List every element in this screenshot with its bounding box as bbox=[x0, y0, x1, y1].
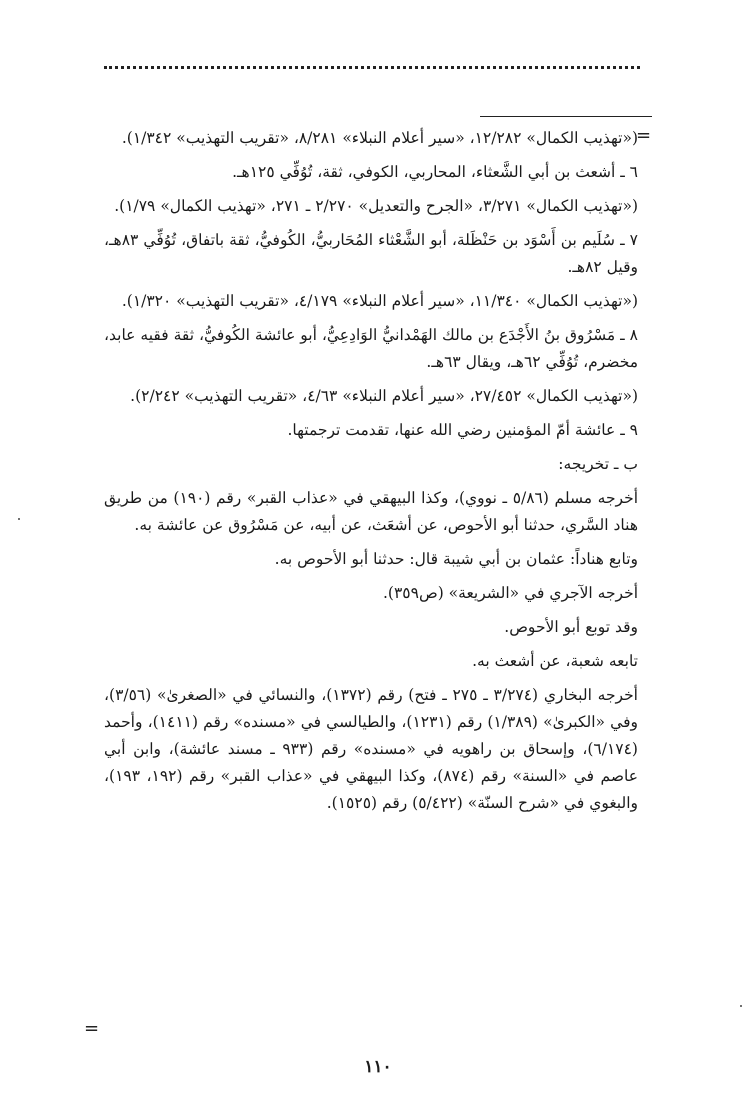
paragraph: («تهذيب الكمال» ١٢/٢٨٢، «سير أعلام النبلاء» ٨/٢٨١، «تقريب التهذيب» ١/٣٤٢). bbox=[121, 129, 638, 147]
paragraph: ٨ ـ مَسْرُوق بنُ الأَجْدَع بن مالك الهَمْدانيُّ الوَادِعِيُّ، أبو عائشة الكُوفيُّ، ثقة فقيه عابد، مخضرم، تُوُفِّي ٦٢هـ، ويقال ٦٣هـ. bbox=[104, 326, 638, 371]
paragraph: وتابع هناداً: عثمان بن أبي شيبة قال: حدثنا أبو الأحوص به. bbox=[274, 550, 638, 568]
paragraph: ٩ ـ عائشة أمّ المؤمنين رضي الله عنها، تقدمت ترجمتها. bbox=[287, 421, 638, 439]
continuation-mark-bottom: = bbox=[84, 1018, 100, 1039]
paragraph: («تهذيب الكمال» ٣/٢٧١، «الجرح والتعديل» ٢/٢٧٠ ـ ٢٧١، «تهذيب الكمال» ١/٧٩). bbox=[114, 197, 638, 215]
paragraph: أخرجه البخاري (٣/٢٧٤ ـ ٢٧٥ ـ فتح) رقم (١٣٧٢)، والنسائي في «الصغرىٰ» (٣/٥٦)، وفي «الكبرىٰ» (١/٣٨٩) رقم (١٢٣١)، والطيالسي في «مسنده» رقم (١٤١١)، وأحمد (٦/١٧٤)، وإسحاق بن راهويه في «مسنده» رقم (٩٣٣ ـ مسند عائشة)، وابن أبي عاصم في «السنة» رقم (٨٧٤)، وكذا البيهقي في «عذاب القبر» رقم (١٩٢، ١٩٣)، والبغوي في «شرح السنّة» (٥/٤٢٢) رقم (١٥٢٥). bbox=[104, 686, 638, 812]
continuation-mark-top: = bbox=[636, 125, 652, 146]
page-number: ١١٠ bbox=[364, 1057, 392, 1077]
footnote-text bbox=[104, 125, 638, 824]
section-heading: ب ـ تخريجه: bbox=[558, 455, 638, 473]
paragraph: أخرجه الآجري في «الشريعة» (ص٣٥٩). bbox=[382, 584, 638, 602]
scan-speck bbox=[740, 1005, 742, 1007]
paragraph: وقد توبع أبو الأحوص. bbox=[504, 618, 638, 636]
footnote-rule bbox=[480, 116, 652, 117]
dotted-separator bbox=[104, 66, 640, 81]
paragraph: أخرجه مسلم (٥/٨٦ ـ نووي)، وكذا البيهقي في «عذاب القبر» رقم (١٩٠) من طريق هناد السَّري، حدثنا أبو الأحوص، عن أشعَث، عن أبيه، عن مَسْرُوق عن عائشة به. bbox=[104, 489, 639, 534]
paragraph: ٦ ـ أشعث بن أبي الشَّعثاء، المحاربي، الكوفي، ثقة، تُوُفِّي ١٢٥هـ. bbox=[232, 163, 638, 181]
scan-speck bbox=[18, 518, 20, 520]
paragraph: («تهذيب الكمال» ١١/٣٤٠، «سير أعلام النبلاء» ٤/١٧٩، «تقريب التهذيب» ١/٣٢٠). bbox=[121, 292, 638, 310]
paragraph: تابعه شعبة، عن أشعث به. bbox=[472, 652, 638, 670]
paragraph: ٧ ـ سُلَيم بن أَسْوَد بن حَنْظَلة، أبو الشَّعْثاء المُحَاربيُّ، الكُوفيُّ، ثقة باتفاق، تُوُفِّي ٨٣هـ، وقيل ٨٢هـ. bbox=[104, 231, 638, 276]
paragraph: («تهذيب الكمال» ٢٧/٤٥٢، «سير أعلام النبلاء» ٤/٦٣، «تقريب التهذيب» ٢/٢٤٢). bbox=[130, 387, 638, 405]
